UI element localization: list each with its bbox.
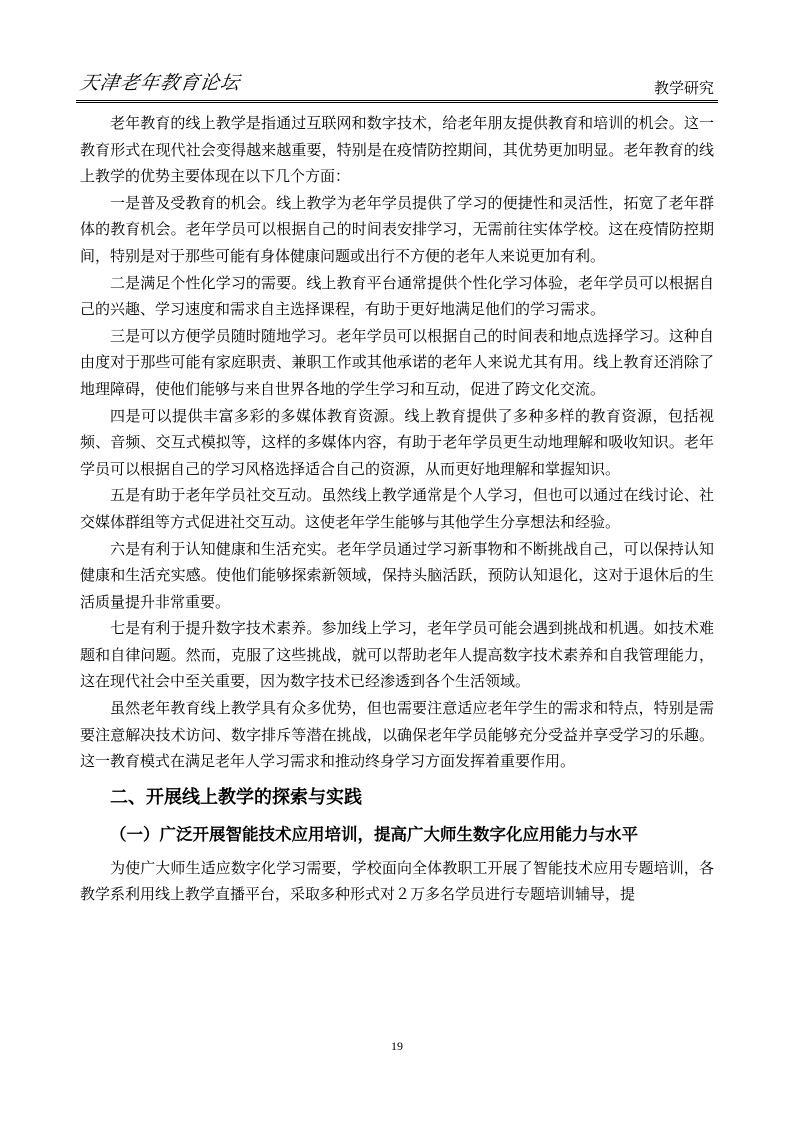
page-content — [80, 110, 714, 908]
paragraph: 一是普及受教育的机会。线上教学为老年学员提供了学习的便捷性和灵活性，拓宽了老年群体的教育机会。老年学员可以根据自己的时间表安排学习，无需前往实体学校。这在疫情防控期间，特别是对于那些可能有身体健康问题或出行不方便的老年人来说更加有利。 — [80, 193, 714, 265]
paragraph: 三是可以方便学员随时随地学习。老年学员可以根据自己的时间表和地点选择学习。这种自由度对于那些可能有家庭职责、兼职工作或其他承诺的老年人来说尤其有用。线上教育还消除了地理障碍，使他们能够与来自世界各地的学生学习和互动，促进了跨文化交流。 — [80, 326, 714, 398]
header-section-label: 教学研究 — [653, 79, 714, 97]
paragraph: 六是有利于认知健康和生活充实。老年学员通过学习新事物和不断挑战自己，可以保持认知健康和生活充实感。使他们能够探索新领域，保持头脑活跃，预防认知退化，这对于退休后的生活质量提升非常重要。 — [80, 539, 714, 611]
paragraph: 二是满足个性化学习的需要。线上教育平台通常提供个性化学习体验，老年学员可以根据自己的兴趣、学习速度和需求自主选择课程，有助于更好地满足他们的学习需求。 — [80, 273, 714, 319]
page-number: 19 — [391, 1039, 403, 1053]
paragraph: 四是可以提供丰富多彩的多媒体教育资源。线上教育提供了多种多样的教育资源，包括视频、音频、交互式模拟等，这样的多媒体内容，有助于老年学员更生动地理解和吸收知识。老年学员可以根据自己的学习风格选择适合自己的资源，从而更好地理解和掌握知识。 — [80, 406, 714, 478]
header-rule — [76, 100, 718, 103]
paragraph: 虽然老年教育线上教学具有众多优势，但也需要注意适应老年学生的需求和特点，特别是需要注意解决技术访问、数字排斥等潜在挑战，以确保老年学员能够充分受益并享受学习的乐趣。这一教育模式在满足老年人学习需求和推动终身学习方面发挥着重要作用。 — [80, 699, 714, 771]
paragraph: 老年教育的线上教学是指通过互联网和数字技术，给老年朋友提供教育和培训的机会。这一教育形式在现代社会变得越来越重要，特别是在疫情防控期间，其优势更加明显。老年教育的线上教学的优势主要体现在以下几个方面： — [80, 114, 714, 186]
paragraph: 为使广大师生适应数字化学习需要，学校面向全体教职工开展了智能技术应用专题培训，各教学系利用线上教学直播平台，采取多种形式对２万多名学员进行专题培训辅导，提 — [80, 858, 714, 904]
subsection-heading: （一）广泛开展智能技术应用培训，提高广大师生数字化应用能力与水平 — [110, 824, 638, 844]
section-heading: 二、开展线上教学的探索与实践 — [110, 786, 362, 808]
paragraph: 七是有利于提升数字技术素养。参加线上学习，老年学员可能会遇到挑战和机遇。如技术难题和自律问题。然而，克服了这些挑战，就可以帮助老年人提高数字技术素养和自我管理能力，这在现代社会中至关重要，因为数字技术已经渗透到各个生活领域。 — [80, 619, 714, 691]
paragraph: 五是有助于老年学员社交互动。虽然线上教学通常是个人学习，但也可以通过在线讨论、社交媒体群组等方式促进社交互动。这使老年学生能够与其他学生分享想法和经验。 — [80, 486, 714, 531]
header-logo: 天津老年教育论坛 — [78, 72, 242, 94]
